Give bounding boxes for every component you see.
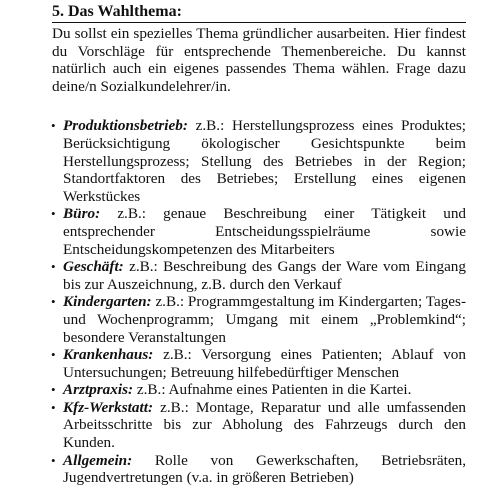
topic-text: z.B.: genaue Beschreibung einer Tätigkeit und entsprechender Entscheidungsspielräume sowie Entscheidungskompetenzen des Mitarbeiters: [63, 205, 467, 258]
topic-item-arztpraxis: [52, 381, 466, 399]
topic-item-krankenhaus: [52, 346, 466, 381]
section-intro: Du sollst ein spezielles Thema gründlicher ausarbeiten. Hier findest du Vorschläge für entsprechende Themenbereiche. Du kannst natürlich auch ein eigenes passendes Thema wählen. Frage dazu deine/n Sozialkundelehrer/in.: [52, 25, 466, 95]
bullet-icon: •: [51, 382, 56, 398]
topic-term: Kindergarten:: [63, 293, 152, 311]
bullet-icon: •: [51, 118, 56, 134]
bullet-icon: •: [51, 347, 56, 363]
topic-term: Krankenhaus:: [63, 346, 154, 364]
topic-term: Arztpraxis:: [63, 381, 134, 399]
topic-term: Produktionsbetrieb:: [63, 117, 188, 135]
topic-text: z.B.: Herstellungsprozess eines Produktes; Berücksichtigung ökologischer Gesichtspunkte beim Herstellungsprozess; Stellung des Betriebes in der Region; Standortfaktoren des Betriebes; Erstellung eines eigenen Werkstückes: [63, 117, 466, 205]
bullet-icon: •: [51, 259, 56, 275]
topic-text: z.B.: Montage, Reparatur und alle umfassenden Arbeitsschritte bis zur Abholung des Fahrzeugs durch den Kunden.: [63, 398, 466, 452]
topic-item-produktionsbetrieb: [52, 117, 466, 205]
topic-text: z.B.: Beschreibung des Gangs der Ware vom Eingang bis zur Auszeichnung, z.B. durch den Verkauf: [63, 258, 466, 293]
document-page: [52, 3, 466, 487]
topic-text: z.B.: Versorgung eines Patienten; Ablauf von Untersuchungen; Betreuung hilfebedürftiger Menschen: [63, 346, 466, 381]
topic-item-buero: [52, 205, 466, 258]
section-heading: 5. Das Wahlthema:: [52, 3, 466, 23]
bullet-icon: •: [51, 294, 56, 310]
topic-list: [52, 117, 466, 486]
topic-text: z.B.: Programmgestaltung im Kindergarten; Tages- und Wochenprogramm; Umgang mit einem „Problemkind“; besondere Veranstaltungen: [63, 293, 467, 346]
topic-term: Kfz-Werkstatt:: [63, 398, 153, 416]
topic-term: Büro:: [63, 205, 101, 223]
bullet-icon: •: [51, 452, 56, 468]
bullet-icon: •: [51, 206, 56, 222]
topic-term: Allgemein:: [63, 451, 133, 469]
topic-term: Geschäft:: [63, 258, 124, 276]
topic-item-geschaeft: [52, 258, 466, 293]
topic-item-allgemein: [52, 452, 466, 487]
topic-text: Rolle von Gewerkschaften, Betriebsräten, Jugendvertretungen (v.a. in größeren Betrieben): [63, 451, 467, 487]
topic-item-kfz-werkstatt: [52, 399, 466, 452]
topic-item-kindergarten: [52, 293, 466, 346]
topic-text: z.B.: Aufnahme eines Patienten in die Kartei.: [136, 381, 412, 399]
bullet-icon: •: [51, 399, 56, 415]
